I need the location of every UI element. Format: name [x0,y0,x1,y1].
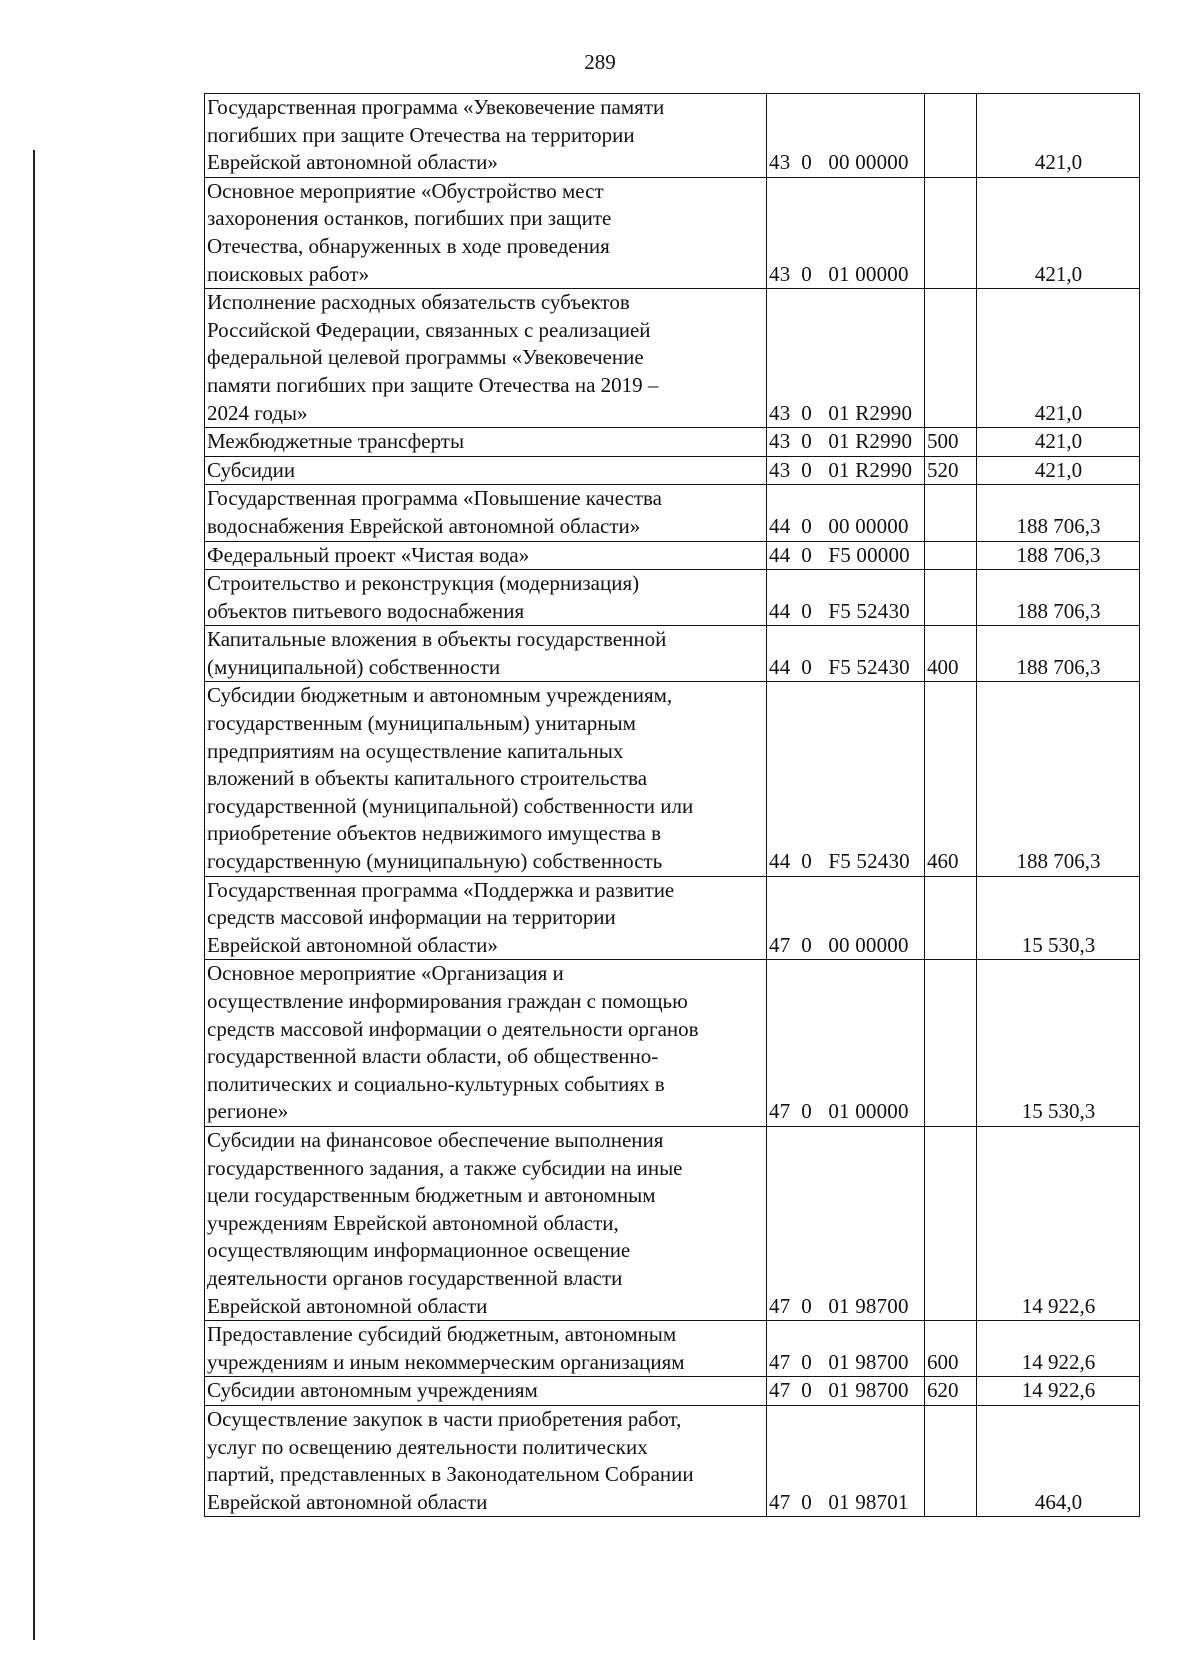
row-sum-cell: 188 706,3 [977,541,1140,570]
row-name-line: Капитальные вложения в объекты государственной [207,627,667,652]
page-number: 289 [584,50,616,74]
row-name-line: Основное мероприятие «Обустройство мест [207,178,604,203]
table-row [205,1377,1140,1406]
row-name-line: приобретение объектов недвижимого имущества в [207,821,662,846]
row-name-line: Государственная программа «Поддержка и развитие [207,877,675,902]
row-name-cell [205,626,767,682]
row-type-cell [925,177,977,288]
table-row [205,1126,1140,1320]
row-code-cell: 44 0 00 00000 [767,485,925,541]
row-name-line: Российской Федерации, связанных с реализацией [207,317,651,342]
row-name-line: деятельности органов государственной власти [207,1265,623,1290]
row-name-line: цели государственным бюджетным и автономным [207,1183,656,1208]
table-row [205,428,1140,457]
row-sum-cell: 421,0 [977,177,1140,288]
table-row [205,289,1140,428]
row-sum-cell: 14 922,6 [977,1126,1140,1320]
row-name-cell [205,428,767,457]
row-name-line: федеральной целевой программы «Увековечение [207,345,644,370]
row-name-cell [205,960,767,1127]
row-name-cell [205,289,767,428]
row-code-cell: 44 0 F5 52430 [767,570,925,626]
row-name-line: осуществление информирования граждан с помощью [207,989,688,1013]
row-type-cell [925,94,977,178]
row-sum-cell: 188 706,3 [977,682,1140,876]
row-name-line: 2024 годы» [207,400,308,425]
table-row [205,456,1140,485]
row-name-cell [205,570,767,626]
table-row [205,177,1140,288]
row-name-line: средств массовой информации о деятельности органов [207,1016,699,1041]
row-code-cell: 44 0 F5 00000 [767,541,925,570]
row-name-line: государственного задания, а также субсидии на иные [207,1155,683,1180]
row-code-cell: 43 0 01 00000 [767,177,925,288]
row-code-cell: 43 0 01 R2990 [767,456,925,485]
row-code-cell: 47 0 00 00000 [767,876,925,960]
row-name-line: Отечества, обнаруженных в ходе проведения [207,233,610,258]
row-name-line: государственную (муниципальную) собственность [207,849,663,874]
row-name-line: Субсидии [207,457,296,482]
table-row [205,485,1140,541]
row-name-line: политических и социально-культурных событиях в [207,1071,665,1096]
row-code-cell: 44 0 F5 52430 [767,626,925,682]
row-sum-cell: 188 706,3 [977,626,1140,682]
row-name-line: погибших при защите Отечества на территории [207,122,635,147]
row-name-line: государственной власти области, об общественно- [207,1044,659,1069]
row-type-cell: 500 [925,428,977,457]
row-name-line: Исполнение расходных обязательств субъектов [207,290,630,315]
row-name-line: вложений в объекты капитального строительства [207,766,648,791]
row-type-cell [925,570,977,626]
row-sum-cell: 15 530,3 [977,876,1140,960]
row-name-line: Еврейской автономной области» [207,932,498,957]
row-name-line: захоронения останков, погибших при защите [207,206,612,231]
row-name-cell [205,485,767,541]
row-name-line: учреждениям Еврейской автономной области, [207,1210,619,1235]
row-name-line: поисковых работ» [207,261,370,286]
row-type-cell [925,876,977,960]
row-name-cell [205,1377,767,1406]
table-row [205,541,1140,570]
row-code-cell: 47 0 01 98700 [767,1377,925,1406]
row-sum-cell: 15 530,3 [977,960,1140,1127]
row-name-line: средств массовой информации на территории [207,905,616,930]
row-name-line: предприятиям на осуществление капитальных [207,738,624,763]
row-type-cell: 460 [925,682,977,876]
row-code-cell: 43 0 00 00000 [767,94,925,178]
row-name-line: Еврейской автономной области» [207,150,498,175]
table-row [205,1405,1140,1516]
row-name-line: государственным (муниципальным) унитарным [207,711,636,736]
row-type-cell: 400 [925,626,977,682]
row-name-line: государственной (муниципальной) собственности или [207,793,694,818]
row-name-line: Субсидии на финансовое обеспечение выполнения [207,1127,664,1152]
row-name-cell [205,1321,767,1377]
row-name-line: партий, представленных в Законодательном Собрании [207,1462,694,1487]
row-name-line: Федеральный проект «Чистая вода» [207,542,530,567]
table-row [205,1321,1140,1377]
row-name-line: Государственная программа «Увековечение памяти [207,95,665,119]
row-name-line: памяти погибших при защите Отечества на 2019 – [207,372,659,397]
row-sum-cell: 14 922,6 [977,1321,1140,1377]
row-name-cell [205,876,767,960]
row-code-cell: 47 0 01 98700 [767,1321,925,1377]
budget-table-body [205,94,1140,1517]
row-name-line: Предоставление субсидий бюджетным, автономным [207,1322,677,1347]
row-name-line: осуществляющим информационное освещение [207,1238,631,1263]
row-type-cell [925,1126,977,1320]
row-type-cell [925,485,977,541]
row-name-cell [205,541,767,570]
row-sum-cell: 421,0 [977,428,1140,457]
row-type-cell [925,1405,977,1516]
row-name-line: Субсидии бюджетным и автономным учреждениям, [207,683,673,708]
row-code-cell: 44 0 F5 52430 [767,682,925,876]
row-name-line: Еврейской автономной области [207,1293,488,1318]
row-name-line: учреждениям и иным некоммерческим организациям [207,1349,685,1374]
row-type-cell: 600 [925,1321,977,1377]
row-name-line: (муниципальной) собственности [207,654,501,679]
table-row [205,876,1140,960]
row-name-line: Еврейской автономной области [207,1489,488,1514]
row-name-line: регионе» [207,1099,289,1124]
row-name-cell [205,94,767,178]
row-code-cell: 47 0 01 00000 [767,960,925,1127]
row-name-line: Межбюджетные трансферты [207,429,465,454]
row-code-cell: 47 0 01 98701 [767,1405,925,1516]
table-row [205,626,1140,682]
row-code-cell: 43 0 01 R2990 [767,428,925,457]
row-name-line: Осуществление закупок в части приобретения работ, [207,1406,682,1431]
row-type-cell: 520 [925,456,977,485]
row-name-line: Строительство и реконструкция (модернизация) [207,571,640,596]
row-name-line: Государственная программа «Повышение качества [207,486,662,511]
table-row [205,570,1140,626]
row-type-cell: 620 [925,1377,977,1406]
row-name-cell [205,682,767,876]
row-sum-cell: 464,0 [977,1405,1140,1516]
row-name-cell [205,177,767,288]
table-row [205,682,1140,876]
row-type-cell [925,541,977,570]
row-name-line: Основное мероприятие «Организация и [207,961,564,986]
row-name-line: услуг по освещению деятельности политических [207,1434,648,1459]
table-row [205,94,1140,178]
row-name-line: объектов питьевого водоснабжения [207,598,525,623]
row-sum-cell: 14 922,6 [977,1377,1140,1406]
row-type-cell [925,960,977,1127]
row-sum-cell: 421,0 [977,94,1140,178]
row-name-cell [205,1405,767,1516]
row-sum-cell: 421,0 [977,456,1140,485]
row-code-cell: 43 0 01 R2990 [767,289,925,428]
row-name-line: Субсидии автономным учреждениям [207,1378,538,1403]
row-type-cell [925,289,977,428]
row-name-cell [205,456,767,485]
row-code-cell: 47 0 01 98700 [767,1126,925,1320]
table-row [205,960,1140,1127]
row-sum-cell: 188 706,3 [977,485,1140,541]
row-name-line: водоснабжения Еврейской автономной области» [207,513,641,538]
row-sum-cell: 421,0 [977,289,1140,428]
row-sum-cell: 188 706,3 [977,570,1140,626]
row-name-cell [205,1126,767,1320]
budget-table [204,93,1140,1517]
margin-line [33,150,35,1640]
